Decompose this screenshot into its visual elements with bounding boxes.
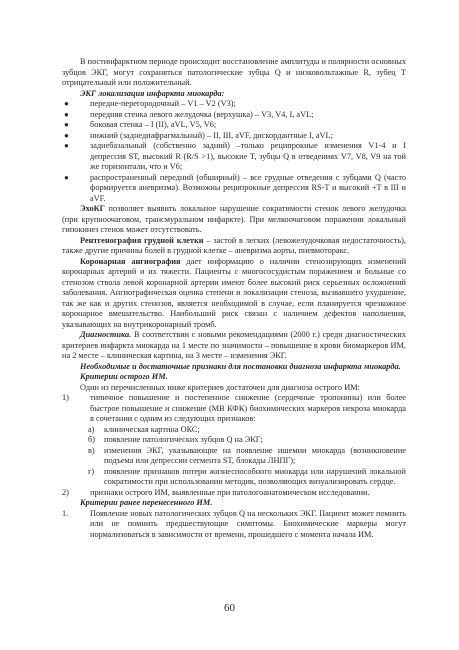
bullet-icon: ● (64, 130, 69, 140)
list-item: ● передняя стенка левого желудочка (верхушка) – V3, V4, I, aVL; (64, 109, 314, 119)
angiography-term: Коронарная ангиография (80, 256, 181, 266)
criterion-text: типичное повышение и постепенное снижение (сердечные тропонины) или более быстрое повышение и снижение (МВ КФК) биохимических маркеров некроза миокарда в сочетании с одним из следующих признаков: (90, 393, 406, 423)
bullet-icon: ● (64, 99, 69, 108)
page-body (62, 57, 406, 540)
sub-criterion: а) клиническая картина ОКС; (88, 424, 200, 434)
paragraph-postinfarct: В постинфарктном периоде происходит восстановление амплитуды и полярности основных зубцов ЭКГ, могут сохраняться патологические зубцы Q и низковольтажные R, зубец T отрицательный или положительный. (62, 57, 406, 87)
paragraph-angiography (62, 257, 406, 331)
criterion-number: 1. (62, 508, 69, 518)
list-item: ● распространенный передний (обширный) – все грудные отведения с зубцами Q (часто формируется аневризма). Возможны реципрокные депрессия RS-T и высокий +T в III и aVF. (64, 172, 406, 203)
diagnostics-term: Диагностика. (80, 330, 132, 339)
bullet-icon: ● (64, 141, 69, 150)
list-item: ● боковая стенка – I (II), aVL, V5, V6; (64, 120, 217, 129)
criterion-text: Появление новых патологических зубцов Q на нескольких ЭКГ. Пациент может помнить или не помнить предшествующие симптомы. Биохимические маркеры могут нормализоваться в зависимости от времени, прошедшего с момента начала ИМ. (90, 508, 406, 539)
acute-criteria-intro: Один из перечисленных ниже критериев достаточен для диагноза острого ИМ: (80, 382, 360, 392)
ekg-localization-heading: ЭКГ локализация инфаркта миокарда: (80, 88, 225, 98)
angiography-text: дает информацию о наличии стенозирующих изменений коронарных артерий и их тяжести. Пациенты с многососудистым поражением и больные со стенозом ствола левой коронарной артерии имеют более высокий риск серьезных осложнений заболевания. Ангиографическая оценка степени и локализации стеноза, вызвавшего ухудшение, так же как и других стенозов, является необходимой в случае, если планируется чрезкожное коронарное вмешательство. Наибольший риск связан с наличием дефектов наполнения, указывающих на внутрикоронарный тромб. (62, 256, 407, 329)
past-criterion-1 (62, 509, 406, 541)
criterion-text: признаки острого ИМ, выявленные при патологоанатомическом исследовании. (90, 487, 370, 497)
list-item: ● передне-перегородочный – V1 – V2 (V3); (64, 99, 236, 108)
ekg-localization-list (62, 99, 406, 204)
sub-criterion: г) появление признаков потери жизнеспособного миокарда или нарушений локальной сократимости при использовании методик, позволяющих визуализировать сердце. (88, 466, 406, 486)
paragraph-xray (62, 236, 406, 257)
necessary-signs-heading: Необходимые и достаточные признаки для постановки диагноза инфаркта миокарда. (80, 361, 401, 371)
diagnostics-text: В соответствии с новыми рекомендациями (2000 г.) среди диагностических критериев инфаркта миокарда на 1 месте по значимости – повышение в крови биомаркеров ИМ, на 2 месте – клиническая картина, на 3 месте – изменения ЭКГ. (62, 330, 406, 360)
xray-text: – застой в легких (левожелудочковая недостаточность), также другие причины болей в грудной клетке – аневризма аорты, пневмоторакс. (62, 235, 407, 255)
criterion-2 (62, 488, 406, 499)
bullet-icon: ● (64, 109, 69, 119)
criterion-1 (62, 393, 406, 425)
bullet-icon: ● (64, 120, 69, 129)
echocg-term: ЭхоКГ (80, 204, 105, 213)
paragraph-echocg (62, 204, 406, 236)
list-item: ● нижний (заднедиафрагмальный) – II, III, aVF, дискордантные I, aVL; (64, 130, 333, 140)
bullet-icon: ● (64, 172, 69, 182)
criterion-number: 2) (62, 487, 69, 497)
page-number: 60 (224, 602, 235, 614)
sub-criterion: б) появление патологических зубцов Q на ЭКГ; (88, 435, 263, 444)
sub-criterion: в) изменения ЭКГ, указывающие на появление ишемии миокарда (возникновение подъема или депрессии сегмента ST, блокады ЛНПГ); (88, 445, 406, 465)
echocg-text: позволяет выявить локальное нарушение сократимости стенок левого желудочка (при крупноочаговом, трансмуральном инфаркте). При мелкоочаговом поражении локальный гипокинез стенок может отсутствовать. (62, 204, 406, 234)
paragraph-diagnostics (62, 330, 406, 362)
list-item: ● заднебазальный (собственно задний) –только реципрокные изменения V1-4 и I депрессия ST, высокий R (R/S >1), высокие T, зубцы Q в отведениях V7, V8, V9 на той же горизонтали, что и V6; (64, 141, 406, 171)
past-mi-criteria-heading: Критерии ранее перенесенного ИМ. (80, 498, 213, 507)
criterion-number: 1) (62, 393, 69, 402)
acute-mi-criteria-heading: Критерии острого ИМ. (80, 372, 168, 381)
xray-term: Рентгенография грудной клетки (80, 235, 204, 245)
